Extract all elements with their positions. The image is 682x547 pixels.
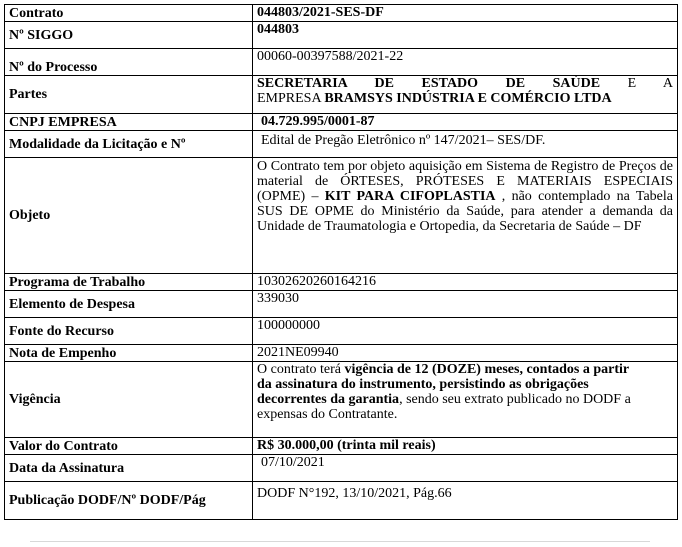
value-processo: 00060-00397588/2021-22 <box>253 49 678 76</box>
label-siggo: Nº SIGGO <box>5 22 253 49</box>
objeto-kit: KIT PARA CIFOPLASTIA <box>324 189 496 204</box>
vigencia-text-2: , sendo seu extrato publicado no DODF a expensas do Contratante. <box>257 392 631 422</box>
row-vigencia <box>5 362 678 438</box>
row-fonte <box>5 318 678 345</box>
partes-secretaria: SECRETARIA DE ESTADO DE SAÚDE <box>257 76 601 91</box>
value-siggo: 044803 <box>253 22 678 49</box>
row-modalidade <box>5 131 678 158</box>
value-assinatura: 07/10/2021 <box>253 455 678 482</box>
row-processo <box>5 49 678 76</box>
row-contrato <box>5 5 678 22</box>
partes-empresa-name: BRAMSYS INDÚSTRIA E COMÉRCIO LTDA <box>324 91 612 106</box>
label-partes: Partes <box>5 76 253 114</box>
value-empenho: 2021NE09940 <box>253 345 678 362</box>
value-valor: R$ 30.000,00 (trinta mil reais) <box>253 438 678 455</box>
label-assinatura: Data da Assinatura <box>5 455 253 482</box>
label-empenho: Nota de Empenho <box>5 345 253 362</box>
label-publicacao: Publicação DODF/Nº DODF/Pág <box>5 482 253 520</box>
value-publicacao: DODF N°192, 13/10/2021, Pág.66 <box>253 482 678 520</box>
objeto-text-1: O Contrato tem por objeto aquisição em Sistema de Registro de Preços de material de ÓRTESES, PRÓTESES E MATERIAIS ESPECIAIS (OPME) – <box>257 159 673 204</box>
row-publicacao <box>5 482 678 520</box>
partes-conjunction: E A <box>627 76 674 91</box>
label-valor: Valor do Contrato <box>5 438 253 455</box>
partes-empresa-lead: EMPRESA <box>257 91 321 106</box>
value-vigencia <box>253 362 678 438</box>
row-assinatura <box>5 455 678 482</box>
partes-line-2 <box>257 91 673 106</box>
value-fonte: 100000000 <box>253 318 678 345</box>
label-fonte: Fonte do Recurso <box>5 318 253 345</box>
page-divider <box>30 541 650 542</box>
label-vigencia: Vigência <box>5 362 253 438</box>
value-partes <box>253 76 678 114</box>
label-programa: Programa de Trabalho <box>5 274 253 291</box>
row-objeto <box>5 158 678 274</box>
value-modalidade: Edital de Pregão Eletrônico nº 147/2021– SES/DF. <box>253 131 678 158</box>
label-objeto: Objeto <box>5 158 253 274</box>
row-programa <box>5 274 678 291</box>
label-processo: Nº do Processo <box>5 49 253 76</box>
label-elemento: Elemento de Despesa <box>5 291 253 318</box>
value-objeto <box>253 158 678 274</box>
row-partes <box>5 76 678 114</box>
label-contrato: Contrato <box>5 5 253 22</box>
row-siggo <box>5 22 678 49</box>
label-cnpj: CNPJ EMPRESA <box>5 114 253 131</box>
value-cnpj: 04.729.995/0001-87 <box>253 114 678 131</box>
value-elemento: 339030 <box>253 291 678 318</box>
partes-line-1 <box>257 76 673 91</box>
row-cnpj <box>5 114 678 131</box>
row-empenho <box>5 345 678 362</box>
objeto-text-2: , não contemplado na Tabela SUS DE OPME do Ministério da Saúde, para atender a demanda da Unidade de Traumatologia e Ortopedia, da Secretaria de Saúde – DF <box>257 189 673 234</box>
label-modalidade: Modalidade da Licitação e Nº <box>5 131 253 158</box>
value-contrato: 044803/2021-SES-DF <box>253 5 678 22</box>
vigencia-period: vigência de 12 (DOZE) meses, contados a partir da assinatura do instrumento, persistindo as obrigações decorrentes da garantia <box>257 362 629 407</box>
value-programa: 10302620260164216 <box>253 274 678 291</box>
row-valor <box>5 438 678 455</box>
vigencia-text-1: O contrato terá <box>257 362 341 377</box>
contract-extract-table <box>4 4 678 520</box>
row-elemento <box>5 291 678 318</box>
